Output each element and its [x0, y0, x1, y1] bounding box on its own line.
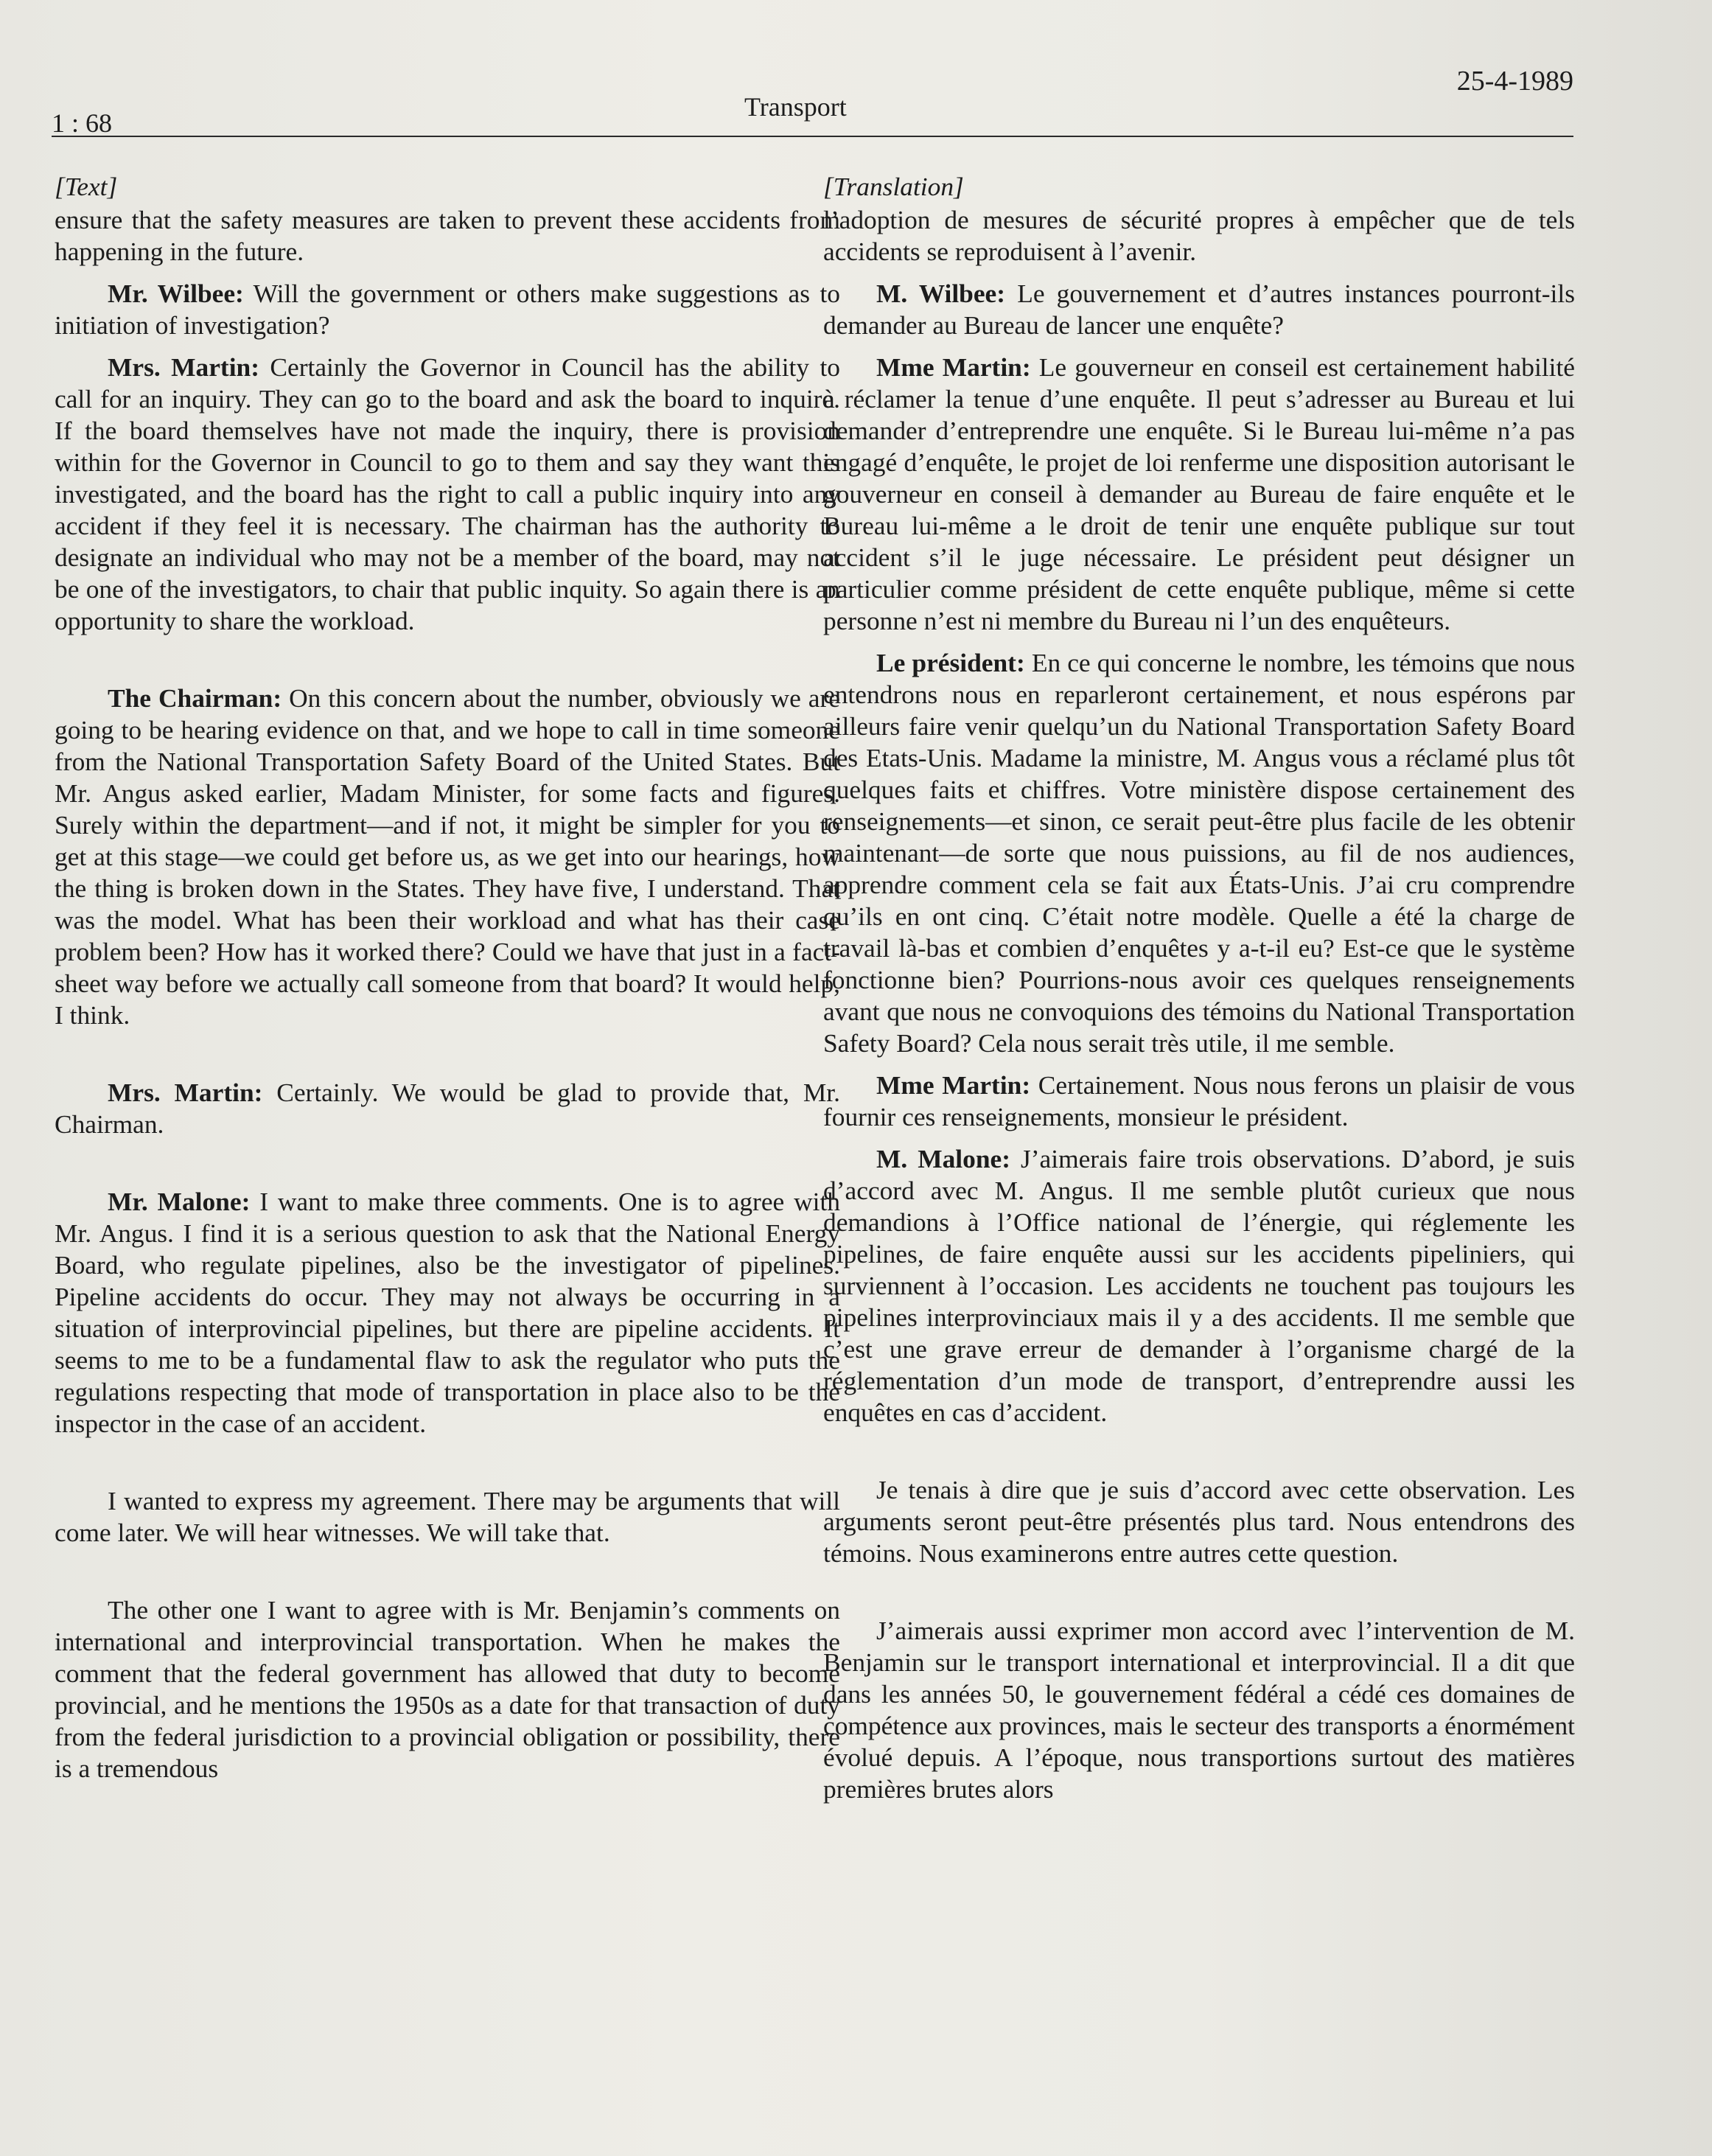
french-column: [823, 171, 1575, 1805]
paragraph: Mr. Malone: I want to make three comments. One is to agree with Mr. Angus. I find it is a serious question to ask that the National Energy Board, who regulate pipelines, also be the investigator of pipelines. Pipeline accidents do occur. They may not always be occurring in a situation of interprovincial pipelines, but there are pipeline accidents. It seems to me to be a fundamental flaw to ask the regulator who puts the regulations respecting that mode of transportation in place also to be the inspector in the case of an accident.: [55, 1187, 840, 1438]
paragraph: Mme Martin: Le gouverneur en conseil est certainement habilité à réclamer la tenue d’une enquête. Il peut s’adresser au Bureau et lui demander d’entreprendre une enquête. Si le Bureau lui-même n’a pas engagé d’enquête, le projet de loi renferme une disposition autorisant le gouverneur en conseil à demander au Bureau de faire enquête et le Bureau lui-même a le droit de tenir une enquête publique sur tout accident s’il le juge nécessaire. Le président peut désigner un particulier comme président de cette enquête publique, même si cette personne n’est ni membre du Bureau ni l’un des enquêteurs.: [823, 352, 1575, 635]
paragraph: Mrs. Martin: Certainly. We would be glad to provide that, Mr. Chairman.: [55, 1078, 840, 1139]
speaker-name: Mrs. Martin:: [108, 352, 260, 382]
speaker-name: Mrs. Martin:: [108, 1078, 263, 1107]
speaker-name: Mr. Wilbee:: [108, 279, 244, 308]
header-rule: [52, 136, 1573, 137]
paragraph: I wanted to express my agreement. There may be arguments that will come later. We will hear witnesses. We will take that.: [55, 1486, 840, 1547]
speaker-name: The Chairman:: [108, 683, 282, 713]
english-column: [55, 171, 840, 1785]
paragraph: Le président: En ce qui concerne le nombre, les témoins que nous entendrons nous en reparleront certainement, et nous espérons par ailleurs faire venir quelqu’un du National Transportation Safety Board des Etats-Unis. Madame la ministre, M. Angus vous a réclamé plus tôt quelques faits et chiffres. Votre ministère dispose certainement des renseignements—et sinon, ce serait peut-être plus facile de les obtenir maintenant—de sorte que nous puissions, au fil de nos audiences, apprendre comment cela se fait aux États-Unis. J’ai cru comprendre qu’ils en ont cinq. C’était notre modèle. Quelle a été la charge de travail là-bas et combien d’enquêtes y a-t-il eu? Est-ce que le système fonctionne bien? Pourrions-nous avoir ces quelques renseignements avant que nous ne convoquions des témoins du National Transportation Safety Board? Cela nous serait très utile, il me semble.: [823, 648, 1576, 1058]
paragraph: Je tenais à dire que je suis d’accord avec cette observation. Les arguments seront peut-être présentés plus tard. Nous entendrons des témoins. Nous examinerons entre autres cette question.: [823, 1475, 1575, 1568]
speaker-name: M. Malone:: [876, 1144, 1011, 1173]
speaker-name: M. Wilbee:: [876, 279, 1006, 308]
paragraph: J’aimerais aussi exprimer mon accord avec l’intervention de M. Benjamin sur le transport international et interprovincial. Il a dit que dans les années 50, le gouvernement fédéral a cédé ces domaines de compétence aux provinces, mais le secteur des transports a énormément évolué depuis. A l’époque, nous transportions surtout des matières premières brutes alors: [823, 1616, 1575, 1804]
paragraph: Mme Martin: Certainement. Nous nous ferons un plaisir de vous fournir ces renseignements, monsieur le président.: [823, 1070, 1575, 1131]
speaker-name: Mme Martin:: [876, 352, 1031, 382]
paragraph: Mrs. Martin: Certainly the Governor in Council has the ability to call for an inquiry. They can go to the board and ask the board to inquire. If the board themselves have not made the inquiry, there is provision within for the Governor in Council to go to them and say they want this investigated, and the board has the right to call a public inquiry into any accident if they feel it is necessary. The chairman has the authority to designate an individual who may not be a member of the board, may not be one of the investigators, to chair that public inquity. So again there is an opportunity to share the workload.: [55, 352, 840, 635]
paragraph: The other one I want to agree with is Mr. Benjamin’s comments on international and interprovincial transportation. When he makes the comment that the federal government has allowed that duty to become provincial, and he mentions the 1950s as a date for that transaction of duty from the federal jurisdiction to a provincial obligation or possibility, there is a tremendous: [55, 1595, 840, 1783]
paragraph: M. Malone: J’aimerais faire trois observations. D’abord, je suis d’accord avec M. Angus. Il me semble plutôt curieux que nous demandions à l’Office national de l’énergie, qui réglemente les pipelines, de faire enquête aussi sur les accidents pipeliniers, qui surviennent à l’occasion. Les accidents ne touchent pas toujours les pipelines interprovinciaux mais il y a des accidents. Il me semble que c’est une grave erreur de demander à l’organisme chargé de la réglementation d’un mode de transport, d’entreprendre aussi les enquêtes en cas d’accident.: [823, 1144, 1575, 1427]
paragraph: l’adoption de mesures de sécurité propres à empêcher que de tels accidents se reproduisent à l’avenir.: [823, 205, 1575, 266]
speaker-name: Le président:: [876, 648, 1025, 677]
speaker-name: Mr. Malone:: [108, 1187, 251, 1216]
header-page-number: 1 : 68: [52, 108, 113, 138]
header-date: 25-4-1989: [1456, 66, 1573, 97]
paragraph: Mr. Wilbee: Will the government or others make suggestions as to initiation of investigation?: [55, 279, 840, 340]
header-title: Transport: [744, 92, 847, 122]
paragraph: The Chairman: On this concern about the number, obviously we are going to be hearing evidence on that, and we hope to call in time someone from the National Transportation Safety Board of the United States. But Mr. Angus asked earlier, Madam Minister, for some facts and figures. Surely within the department—and if not, it might be simpler for you to get at this stage—we could get before us, as we get into our hearings, how the thing is broken down in the States. They have five, I understand. That was the model. What has been their workload and what has their case problem been? How has it worked there? Could we have that just in a fact-sheet way before we actually call someone from that board? It would help, I think.: [55, 683, 840, 1030]
speaker-name: Mme Martin:: [876, 1070, 1031, 1100]
paragraph: M. Wilbee: Le gouvernement et d’autres instances pourront-ils demander au Bureau de lancer une enquête?: [823, 279, 1575, 340]
column-label: [Translation]: [823, 172, 964, 201]
column-label: [Text]: [55, 172, 118, 201]
page-header: [52, 65, 1573, 136]
paragraph: ensure that the safety measures are taken to prevent these accidents from happening in the future.: [55, 205, 840, 266]
